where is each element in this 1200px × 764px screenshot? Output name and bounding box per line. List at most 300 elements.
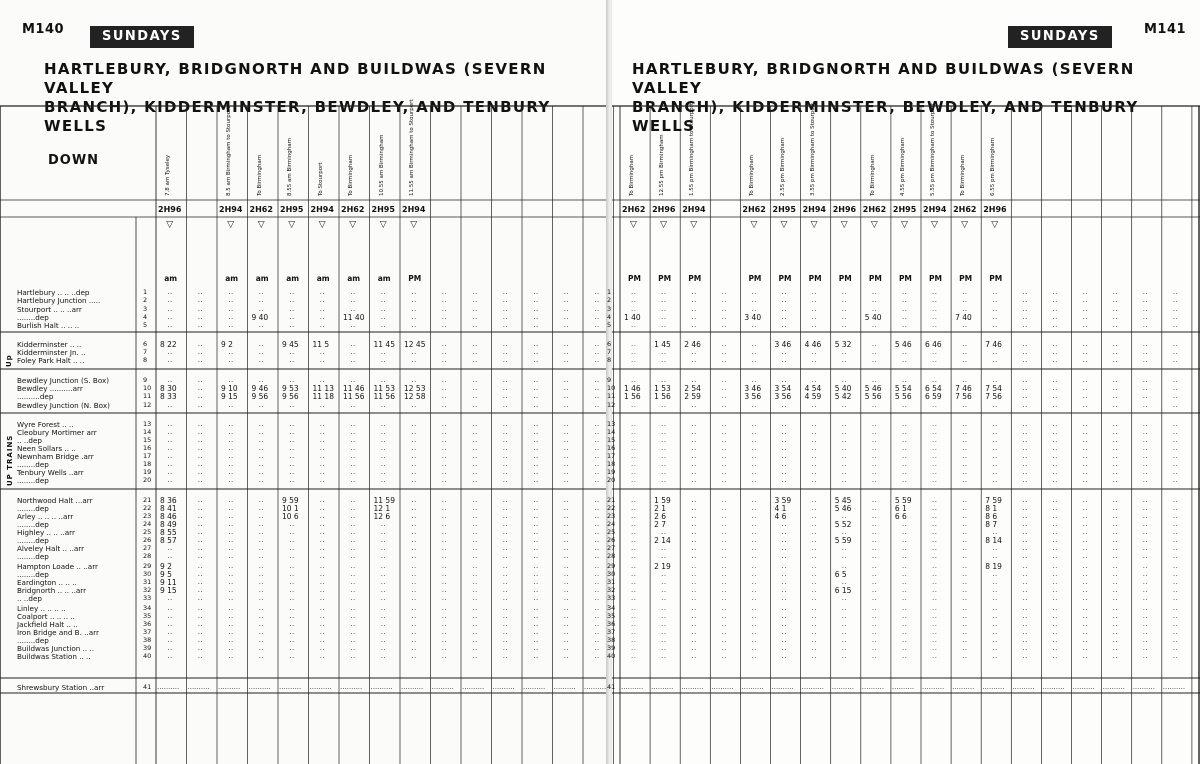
filler-dots: .. (441, 436, 448, 444)
filler-dots: .. (751, 570, 757, 578)
station-name: Hampton Loade .. ..arr (17, 562, 98, 571)
time-cell: 10 6 (282, 512, 299, 521)
filler-dots: .. (781, 321, 787, 329)
filler-dots: .. (781, 296, 787, 304)
filler-dots: .. (380, 460, 387, 468)
filler-dots: .. (380, 628, 387, 636)
filler-dots: .. (811, 356, 818, 364)
am-pm-marker: PM (628, 274, 642, 283)
filler-dots: .. (563, 620, 570, 628)
filler-dots: .. (289, 562, 295, 570)
filler-dots: .. (472, 468, 478, 476)
column-header: 12.55 pm Birmingham (659, 134, 666, 196)
filler-dots: .. (289, 594, 295, 602)
filler-dots: .. (502, 356, 509, 364)
filler-dots: .. (563, 570, 570, 578)
filler-dots: .. (380, 520, 387, 528)
filler-dots: .. (1022, 652, 1028, 660)
filler-dots: .. (594, 384, 600, 392)
filler-dots: .. (1022, 636, 1028, 644)
filler-dots: .. (1112, 468, 1119, 476)
filler-dots: .. (1052, 504, 1058, 512)
train-code: 2H62 (249, 205, 273, 214)
filler-dots: .. (631, 536, 637, 544)
filler-dots: .. (962, 620, 968, 628)
filler-dots: .. (319, 476, 326, 484)
filler-dots: .. (502, 313, 509, 321)
filler-dots: .. (932, 628, 938, 636)
filler-dots: .. (411, 512, 417, 520)
filler-dots: .. (841, 476, 848, 484)
filler-dots: .. (962, 296, 968, 304)
filler-dots: .. (631, 428, 637, 436)
filler-dots: .. (1082, 305, 1088, 313)
direction-label: DOWN (48, 153, 100, 168)
filler-dots: .. (721, 305, 727, 313)
station-name: Coalport .. .. .. .. (17, 612, 75, 621)
filler-dots: .. (533, 444, 539, 452)
filler-dots: .. (1112, 578, 1119, 586)
filler-dots: .. (228, 570, 234, 578)
filler-dots: .......... (187, 683, 210, 691)
filler-dots: .. (1052, 401, 1058, 409)
filler-dots: .. (661, 436, 667, 444)
time-cell: 9 40 (251, 313, 269, 322)
filler-dots: .. (502, 428, 509, 436)
filler-dots: .. (1172, 468, 1179, 476)
filler-dots: .. (721, 436, 727, 444)
filler-dots: .. (319, 512, 326, 520)
line-number-left: 8 (143, 356, 148, 364)
am-pm-marker: PM (808, 274, 822, 283)
filler-dots: .. (661, 612, 667, 620)
filler-dots: .. (751, 562, 757, 570)
filler-dots: .. (1142, 536, 1149, 544)
filler-dots: .. (811, 452, 818, 460)
filler-dots: .. (319, 628, 326, 636)
filler-dots: .. (441, 468, 448, 476)
filler-dots: .. (1052, 536, 1058, 544)
filler-dots: .. (1142, 340, 1149, 348)
time-cell: 9 11 (160, 578, 177, 587)
line-number-right: 14 (607, 428, 616, 436)
filler-dots: .. (197, 376, 204, 384)
time-cell: 12 45 (404, 340, 426, 349)
filler-dots: .. (228, 586, 234, 594)
station-name: ........dep (17, 552, 49, 561)
station-name: Bewdley Junction (S. Box) (17, 376, 110, 385)
filler-dots: .. (441, 428, 448, 436)
filler-dots: .. (228, 288, 234, 296)
filler-dots: .. (661, 644, 667, 652)
filler-dots: .. (167, 604, 173, 612)
filler-dots: .. (228, 562, 234, 570)
filler-dots: .......... (279, 683, 302, 691)
filler-dots: .. (1142, 544, 1149, 552)
filler-dots: .. (563, 652, 570, 660)
filler-dots: .. (563, 528, 570, 536)
filler-dots: .......... (922, 683, 945, 691)
filler-dots: .. (228, 444, 234, 452)
filler-dots: .. (1142, 628, 1149, 636)
filler-dots: .. (631, 468, 637, 476)
line-number-right: 5 (607, 321, 612, 329)
filler-dots: .. (350, 321, 356, 329)
filler-dots: .. (871, 636, 878, 644)
filler-dots: .. (380, 562, 387, 570)
filler-dots: .. (380, 420, 387, 428)
filler-dots: .. (1022, 305, 1028, 313)
filler-dots: .. (871, 468, 878, 476)
filler-dots: .. (1022, 594, 1028, 602)
filler-dots: .. (258, 376, 265, 384)
filler-dots: .. (197, 356, 204, 364)
filler-dots: .. (721, 313, 727, 321)
time-cell: 1 56 (654, 392, 671, 401)
am-pm-marker: am (347, 274, 361, 283)
filler-dots: .. (167, 356, 173, 364)
line-number-right: 15 (607, 436, 616, 444)
filler-dots: .. (594, 313, 600, 321)
column-header: 11.55 am Birmingham to Stourport (409, 99, 416, 196)
filler-dots: .. (472, 444, 478, 452)
filler-dots: .. (594, 594, 600, 602)
filler-dots: .. (502, 376, 509, 384)
filler-dots: .. (1052, 594, 1058, 602)
filler-dots: .. (841, 620, 848, 628)
filler-dots: .. (441, 552, 448, 560)
filler-dots: .......... (1102, 683, 1125, 691)
filler-dots: .. (1052, 392, 1058, 400)
line-number-right: 8 (607, 356, 612, 364)
filler-dots: .. (751, 356, 757, 364)
filler-dots: .. (691, 468, 697, 476)
filler-dots: .. (631, 436, 637, 444)
time-cell: 11 56 (373, 392, 395, 401)
filler-dots: .. (350, 628, 356, 636)
filler-dots: .. (167, 444, 173, 452)
time-cell: 9 46 (251, 384, 269, 393)
filler-dots: .. (594, 348, 600, 356)
filler-dots: .. (751, 376, 757, 384)
filler-dots: .. (319, 420, 326, 428)
filler-dots: .. (533, 636, 539, 644)
filler-dots: .. (962, 528, 968, 536)
filler-dots: .. (811, 321, 818, 329)
filler-dots: .. (441, 604, 448, 612)
filler-dots: .. (197, 578, 204, 586)
time-cell: 11 59 (373, 496, 395, 505)
filler-dots: .. (563, 562, 570, 570)
filler-dots: .. (1112, 552, 1119, 560)
filler-dots: .. (871, 420, 878, 428)
time-cell: 8 46 (160, 512, 177, 521)
filler-dots: .. (932, 460, 938, 468)
filler-dots: .. (167, 296, 173, 304)
train-code: 2H62 (862, 205, 887, 214)
filler-dots: .. (441, 392, 448, 400)
line-number-left: 4 (143, 313, 148, 321)
filler-dots: .. (691, 460, 697, 468)
train-code: 2H62 (341, 205, 365, 214)
filler-dots: .. (594, 321, 600, 329)
filler-dots: .. (1172, 628, 1179, 636)
filler-dots: .. (502, 504, 509, 512)
filler-dots: .. (167, 401, 173, 409)
filler-dots: .. (350, 340, 356, 348)
side-label-up-trains: UP TRAINS (6, 434, 14, 486)
filler-dots: .. (258, 321, 265, 329)
filler-dots: .. (472, 536, 478, 544)
filler-dots: .. (258, 520, 265, 528)
filler-dots: .. (594, 392, 600, 400)
filler-dots: .. (841, 376, 848, 384)
filler-dots: .. (691, 504, 697, 512)
filler-dots: .. (594, 460, 600, 468)
filler-dots: .. (1082, 376, 1088, 384)
filler-dots: .. (258, 504, 265, 512)
filler-dots: .. (563, 628, 570, 636)
filler-dots: .. (289, 452, 295, 460)
filler-dots: .. (751, 528, 757, 536)
stopping-symbol: ▽ (379, 220, 387, 230)
filler-dots: .. (228, 604, 234, 612)
time-cell: 11 46 (343, 384, 365, 393)
line-number-left: 26 (143, 536, 152, 544)
filler-dots: .. (350, 578, 356, 586)
filler-dots: .. (1082, 468, 1088, 476)
filler-dots: .. (781, 652, 787, 660)
filler-dots: .. (472, 288, 478, 296)
filler-dots: .. (631, 578, 637, 586)
filler-dots: .. (811, 570, 818, 578)
filler-dots: .. (841, 420, 848, 428)
filler-dots: .. (1112, 428, 1119, 436)
filler-dots: .. (751, 536, 757, 544)
filler-dots: .. (197, 313, 204, 321)
filler-dots: .. (691, 536, 697, 544)
filler-dots: .. (871, 544, 878, 552)
filler-dots: .. (167, 348, 173, 356)
filler-dots: .. (992, 436, 998, 444)
filler-dots: .. (533, 512, 539, 520)
station-name: ..........dep (17, 392, 54, 401)
filler-dots: .. (871, 604, 878, 612)
filler-dots: .. (631, 420, 637, 428)
filler-dots: .. (1172, 578, 1179, 586)
filler-dots: .. (661, 628, 667, 636)
filler-dots: .. (258, 428, 265, 436)
filler-dots: .. (661, 313, 667, 321)
filler-dots: .. (1082, 552, 1088, 560)
filler-dots: .. (1142, 392, 1149, 400)
filler-dots: .. (962, 428, 968, 436)
filler-dots: .. (992, 528, 998, 536)
filler-dots: .. (258, 476, 265, 484)
filler-dots: .. (661, 460, 667, 468)
line-number-left: 34 (143, 604, 152, 612)
column-header: 5.55 pm Birmingham to Stourport (930, 102, 937, 196)
filler-dots: .. (472, 612, 478, 620)
filler-dots: .. (721, 544, 727, 552)
filler-dots: .. (901, 536, 908, 544)
filler-dots: .. (751, 468, 757, 476)
time-cell: 8 41 (160, 504, 177, 513)
station-name: Alveley Halt .. ..arr (17, 544, 85, 553)
station-name: ........dep (17, 520, 49, 529)
filler-dots: .. (992, 468, 998, 476)
filler-dots: .. (167, 476, 173, 484)
filler-dots: .. (1172, 305, 1179, 313)
filler-dots: .. (1022, 476, 1028, 484)
filler-dots: .. (631, 476, 637, 484)
am-pm-marker: am (255, 274, 269, 283)
filler-dots: .. (502, 544, 509, 552)
line-number-left: 11 (143, 392, 152, 400)
filler-dots: .. (781, 620, 787, 628)
column-header: To Birmingham (348, 154, 355, 196)
filler-dots: .. (563, 586, 570, 594)
am-pm-marker: PM (868, 274, 882, 283)
filler-dots: .. (472, 428, 478, 436)
line-number-right: 21 (607, 496, 616, 504)
filler-dots: .. (472, 384, 478, 392)
filler-dots: .. (1022, 504, 1028, 512)
filler-dots: .. (563, 512, 570, 520)
filler-dots: .. (319, 288, 326, 296)
filler-dots: .. (1022, 428, 1028, 436)
filler-dots: .. (962, 652, 968, 660)
filler-dots: .. (691, 428, 697, 436)
filler-dots: .. (1082, 384, 1088, 392)
filler-dots: .. (563, 392, 570, 400)
filler-dots: .. (691, 288, 697, 296)
filler-dots: .. (871, 376, 878, 384)
filler-dots: .. (441, 562, 448, 570)
filler-dots: .. (901, 586, 908, 594)
filler-dots: .. (841, 460, 848, 468)
column-header: To Stourport (317, 162, 324, 196)
filler-dots: .. (197, 452, 204, 460)
filler-dots: .. (1022, 552, 1028, 560)
filler-dots: .. (411, 420, 417, 428)
line-number-right: 37 (607, 628, 616, 636)
filler-dots: .. (350, 512, 356, 520)
line-number-right: 39 (607, 644, 616, 652)
filler-dots: .......... (801, 683, 824, 691)
filler-dots: .. (258, 356, 265, 364)
filler-dots: .. (197, 468, 204, 476)
filler-dots: .......... (157, 683, 180, 691)
filler-dots: .. (289, 544, 295, 552)
filler-dots: .. (1052, 321, 1058, 329)
filler-dots: .. (1172, 612, 1179, 620)
filler-dots: .. (1172, 552, 1179, 560)
filler-dots: .. (901, 356, 908, 364)
filler-dots: .. (721, 376, 727, 384)
filler-dots: .. (533, 296, 539, 304)
filler-dots: .. (1172, 428, 1179, 436)
filler-dots: .. (631, 340, 637, 348)
filler-dots: .. (1112, 512, 1119, 520)
station-name: Linley .. .. .. .. (17, 604, 66, 613)
filler-dots: .. (380, 376, 387, 384)
line-number-right: 22 (607, 504, 616, 512)
filler-dots: .. (350, 468, 356, 476)
filler-dots: .. (1172, 321, 1179, 329)
filler-dots: .. (472, 401, 478, 409)
filler-dots: .. (472, 321, 478, 329)
filler-dots: .. (932, 586, 938, 594)
filler-dots: .. (871, 356, 878, 364)
time-cell: 3 46 (744, 384, 762, 393)
filler-dots: .. (533, 578, 539, 586)
filler-dots: .. (594, 288, 600, 296)
filler-dots: .......... (741, 683, 764, 691)
filler-dots: .. (631, 586, 637, 594)
filler-dots: .. (319, 348, 326, 356)
title-line-1: HARTLEBURY, BRIDGNORTH AND BUILDWAS (SEVERN VALLEY (632, 60, 1135, 97)
filler-dots: .. (811, 604, 818, 612)
filler-dots: .. (661, 420, 667, 428)
time-cell: 9 15 (160, 586, 177, 595)
filler-dots: .. (258, 348, 265, 356)
filler-dots: .. (661, 604, 667, 612)
filler-dots: .. (289, 296, 295, 304)
filler-dots: .. (932, 528, 938, 536)
filler-dots: .. (841, 612, 848, 620)
filler-dots: .. (691, 604, 697, 612)
filler-dots: .. (502, 512, 509, 520)
filler-dots: .. (533, 436, 539, 444)
time-cell: 9 5 (160, 570, 172, 579)
time-cell: 5 52 (834, 520, 852, 529)
filler-dots: .. (319, 552, 326, 560)
filler-dots: .. (533, 520, 539, 528)
filler-dots: .. (502, 348, 509, 356)
filler-dots: .. (1112, 604, 1119, 612)
filler-dots: .. (721, 384, 727, 392)
filler-dots: .. (441, 504, 448, 512)
time-cell: 7 46 (985, 340, 1002, 349)
filler-dots: .. (871, 528, 878, 536)
filler-dots: .. (661, 296, 667, 304)
filler-dots: .. (1082, 528, 1088, 536)
filler-dots: .. (901, 570, 908, 578)
filler-dots: .. (691, 544, 697, 552)
time-cell: 3 56 (774, 392, 792, 401)
am-pm-marker: PM (748, 274, 762, 283)
line-number-left: 41 (143, 683, 152, 691)
filler-dots: .. (691, 512, 697, 520)
filler-dots: .. (1052, 340, 1058, 348)
filler-dots: .. (228, 544, 234, 552)
filler-dots: .. (533, 356, 539, 364)
line-number-right: 27 (607, 544, 616, 552)
filler-dots: .. (871, 460, 878, 468)
filler-dots: .. (563, 356, 570, 364)
filler-dots: .. (350, 296, 356, 304)
train-code: 2H96 (832, 205, 857, 214)
line-number-left: 20 (143, 476, 152, 484)
stopping-symbol: ▽ (349, 220, 357, 230)
filler-dots: .. (1142, 636, 1149, 644)
time-cell: 7 56 (955, 392, 972, 401)
filler-dots: .. (594, 436, 600, 444)
filler-dots: .. (841, 321, 848, 329)
filler-dots: .. (350, 586, 356, 594)
filler-dots: .. (721, 348, 727, 356)
